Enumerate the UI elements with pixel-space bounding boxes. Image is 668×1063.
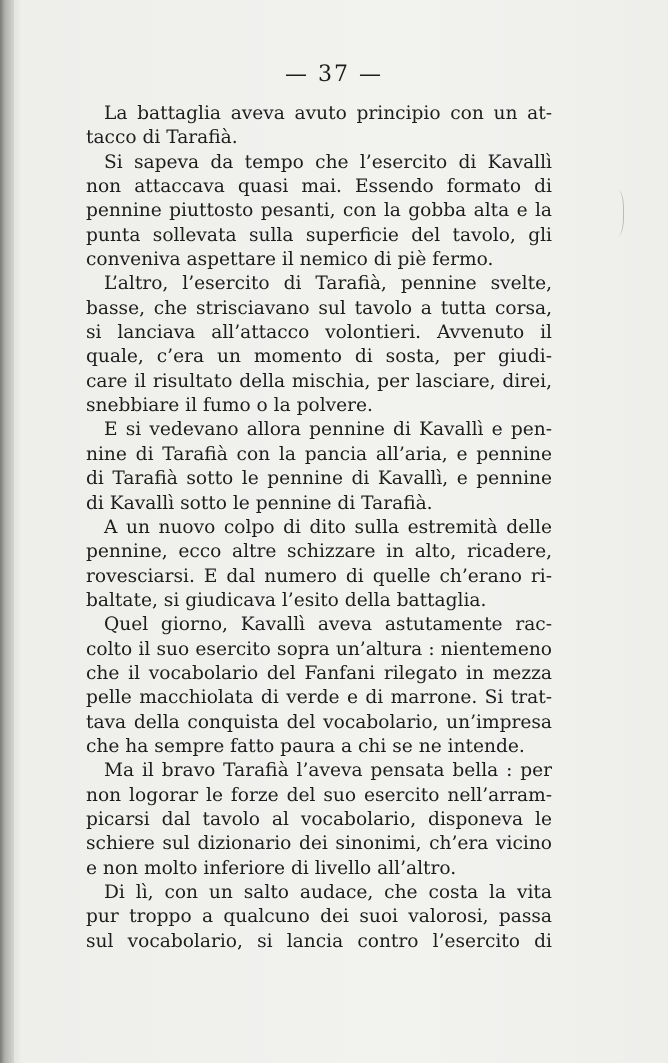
text-line: pennine, ecco altre schizzare in alto, ricadere,: [86, 541, 552, 563]
text-line: pur troppo a qualcuno dei suoi valorosi, passa: [86, 906, 552, 928]
text-line: che il vocabolario del Fanfani rilegato in mezza: [86, 662, 552, 684]
text-line: conveniva aspettare il nemico di piè fermo.: [86, 249, 494, 271]
text-line: basse, che strisciavano sul tavolo a tutta corsa,: [86, 297, 552, 319]
text-line: non attaccava quasi mai. Essendo formato di: [86, 176, 552, 198]
text-line: colto il suo esercito sopra un’altura : nientemeno: [86, 638, 552, 660]
text-line: tacco di Tarafià.: [86, 127, 238, 149]
text-line: care il risultato della mischia, per lasciare, direi,: [86, 370, 552, 392]
text-line: di Tarafià sotto le pennine di Kavallì, e pennine: [86, 468, 552, 490]
text-line: baltate, si giudicava l’esito della battaglia.: [86, 589, 487, 611]
text-line: E si vedevano allora pennine di Kavallì e pen-: [104, 419, 552, 441]
text-line: Ma il bravo Tarafià l’aveva pensata bella : per: [104, 760, 552, 782]
page-binding-shadow: [0, 0, 14, 1063]
text-line: nine di Tarafià con la pancia all’aria, e pennine: [86, 443, 552, 465]
text-line: di Kavallì sotto le pennine di Tarafià.: [86, 492, 433, 514]
text-line: Di lì, con un salto audace, che costa la vita: [104, 882, 552, 903]
text-line: Quel giorno, Kavallì aveva astutamente rac-: [104, 614, 552, 636]
text-line: picarsi dal tavolo al vocabolario, disponeva le: [86, 808, 552, 830]
margin-pencil-mark: [609, 190, 624, 236]
text-line: pelle macchiolata di verde e di marrone. Si trat-: [86, 687, 552, 709]
text-line: quale, c’era un momento di sosta, per giudi-: [86, 346, 552, 368]
text-line: e non molto inferiore di livello all’altro.: [86, 857, 457, 879]
text-line: punta sollevata sulla superficie del tavolo, gli: [86, 224, 552, 246]
text-line: non logorar le forze del suo esercito nell’arram-: [86, 784, 552, 806]
text-line: A un nuovo colpo di dito sulla estremità delle: [104, 516, 552, 538]
text-line: snebbiare il fumo o la polvere.: [86, 395, 373, 417]
text-line: schiere sul dizionario dei sinonimi, ch’era vicino: [86, 833, 552, 855]
text-line: pennine piuttosto pesanti, con la gobba alta e la: [86, 200, 552, 222]
body-text: [86, 102, 552, 954]
text-line: sul vocabolario, si lancia contro l’esercito di: [86, 930, 552, 952]
text-line: Si sapeva da tempo che l’esercito di Kavallì: [104, 151, 552, 173]
text-line: tava della conquista del vocabolario, un’impresa: [86, 711, 552, 733]
text-line: che ha sempre fatto paura a chi se ne intende.: [86, 735, 525, 757]
text-line: si lanciava all’attacco volontieri. Avvenuto il: [86, 322, 552, 344]
text-line: rovesciarsi. E dal numero di quelle ch’erano ri-: [86, 565, 552, 587]
text-line: L’altro, l’esercito di Tarafià, pennine svelte,: [104, 273, 552, 295]
page-number: — 37 —: [285, 62, 383, 87]
text-line: La battaglia aveva avuto principio con un at-: [104, 103, 552, 124]
